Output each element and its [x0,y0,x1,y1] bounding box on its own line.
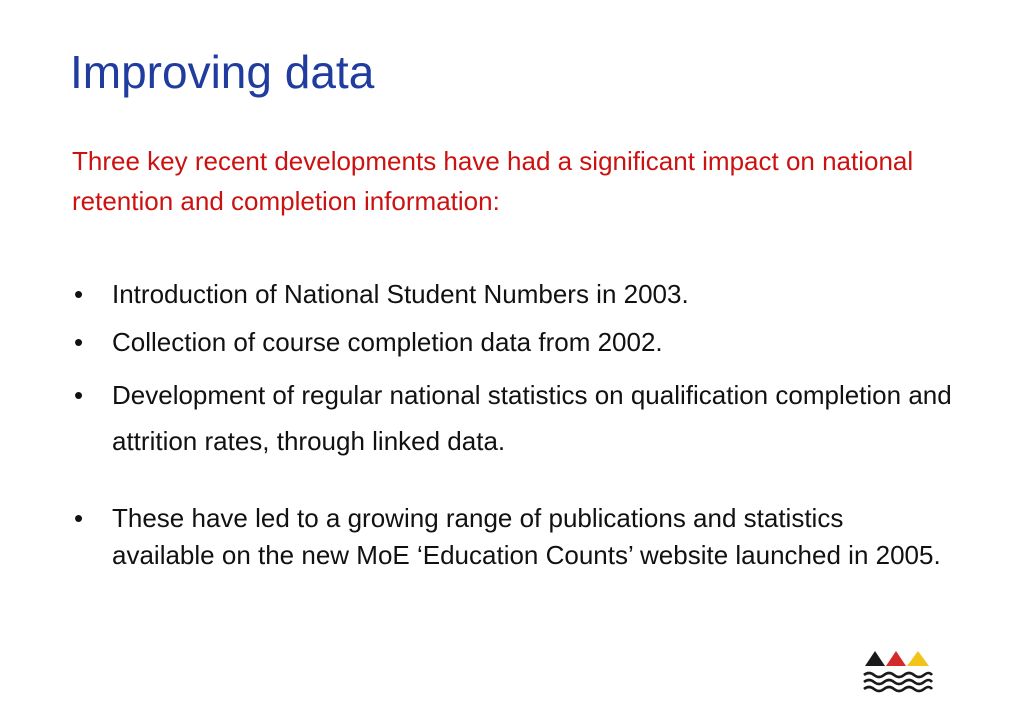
wave-line-icon [864,673,932,677]
bullet-text: These have led to a growing range of publications and statistics available on the new MoE ‘Education Counts’ website launched in 2005. [112,503,941,570]
slide-title: Improving data [70,46,375,98]
bullet-list [72,274,952,574]
bullet-icon: • [74,279,84,309]
list-item [72,500,952,574]
list-item [72,372,952,464]
bullet-icon: • [74,380,84,410]
bullet-text: Collection of course completion data from 2002. [112,327,663,357]
bullet-icon: • [74,503,84,533]
list-item [72,322,952,362]
bullet-text: Introduction of National Student Numbers in 2003. [112,279,689,309]
bullet-text: Development of regular national statistics on qualification completion and attrition rates, through linked data. [112,380,952,456]
wave-line-icon [864,687,932,691]
black-triangle-icon [865,651,885,666]
wave-line-icon [864,680,932,684]
red-triangle-icon [886,651,906,666]
yellow-triangle-icon [907,651,929,666]
list-item [72,274,952,314]
triangles-waves-logo-icon [862,648,934,696]
bullet-icon: • [74,327,84,357]
slide-subtitle: Three key recent developments have had a significant impact on national retention and completion information: [72,146,914,216]
